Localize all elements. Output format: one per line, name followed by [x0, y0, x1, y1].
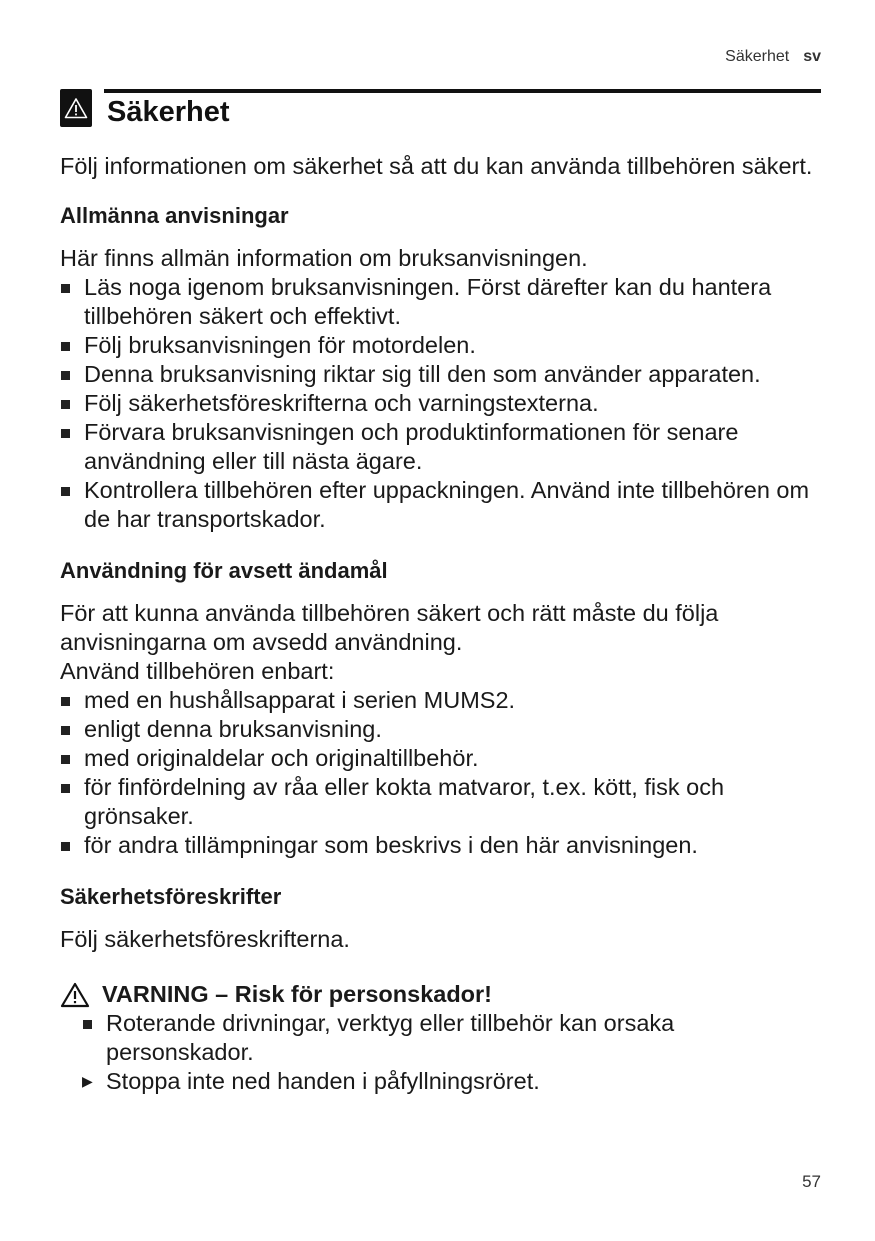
warning-block — [60, 980, 820, 1096]
safety-rules-lead: Följ säkerhetsföreskrifterna. — [60, 926, 350, 952]
arrow-right-icon: ▶ — [82, 1073, 93, 1089]
list-item: Roterande drivningar, verktyg eller tillbehör kan orsaka personskador. — [82, 1009, 820, 1067]
list-item: för andra tillämpningar som beskrivs i den här anvisningen. — [60, 831, 820, 860]
list-item: med originaldelar och originaltillbehör. — [60, 744, 820, 773]
warning-icon — [60, 982, 90, 1008]
intro-text: Följ informationen om säkerhet så att du kan använda tillbehören säkert. — [60, 153, 813, 179]
safety-rules-heading: Säkerhetsföreskrifter — [60, 884, 282, 909]
warning-triangle-icon — [64, 97, 88, 119]
page-number: 57 — [802, 1172, 821, 1191]
list-item: enligt denna bruksanvisning. — [60, 715, 820, 744]
section-title: Säkerhet — [107, 96, 230, 128]
warning-header — [60, 980, 820, 1009]
warning-title: VARNING – Risk för personskador! — [102, 981, 493, 1007]
list-item: Följ bruksanvisningen för motordelen. — [60, 331, 820, 360]
warning-list — [82, 1009, 820, 1067]
list-item: för finfördelning av råa eller kokta matvaror, t.ex. kött, fisk och grönsaker. — [60, 773, 820, 831]
running-header — [725, 48, 821, 66]
general-list — [60, 273, 820, 534]
list-item: Läs noga igenom bruksanvisningen. Först därefter kan du hantera tillbehören säkert och effektivt. — [60, 273, 820, 331]
list-item: Förvara bruksanvisningen och produktinformationen för senare användning eller till nästa ägare. — [60, 418, 820, 476]
warning-box-icon — [60, 89, 92, 127]
intended-use-list — [60, 686, 820, 860]
list-item: Denna bruksanvisning riktar sig till den som använder apparaten. — [60, 360, 820, 389]
list-item: Kontrollera tillbehören efter uppackningen. Använd inte tillbehören om de har transportskador. — [60, 476, 820, 534]
title-rule — [104, 89, 821, 93]
warning-action — [82, 1067, 820, 1096]
list-item: med en hushållsapparat i serien MUMS2. — [60, 686, 820, 715]
general-lead: Här finns allmän information om bruksanvisningen. — [60, 245, 588, 271]
general-heading: Allmänna anvisningar — [60, 203, 289, 228]
intended-use-lead: För att kunna använda tillbehören säkert och rätt måste du följa anvisningarna om avsedd användning. — [60, 600, 719, 655]
intended-use-lead-2: Använd tillbehören enbart: — [60, 658, 335, 684]
running-header-title: Säkerhet — [725, 48, 790, 65]
language-code: sv — [803, 48, 821, 65]
intended-use-heading: Användning för avsett ändamål — [60, 558, 388, 583]
warning-action-text: Stoppa inte ned handen i påfyllningsröret. — [106, 1068, 540, 1094]
list-item: Följ säkerhetsföreskrifterna och varningstexterna. — [60, 389, 820, 418]
content — [60, 152, 820, 1096]
